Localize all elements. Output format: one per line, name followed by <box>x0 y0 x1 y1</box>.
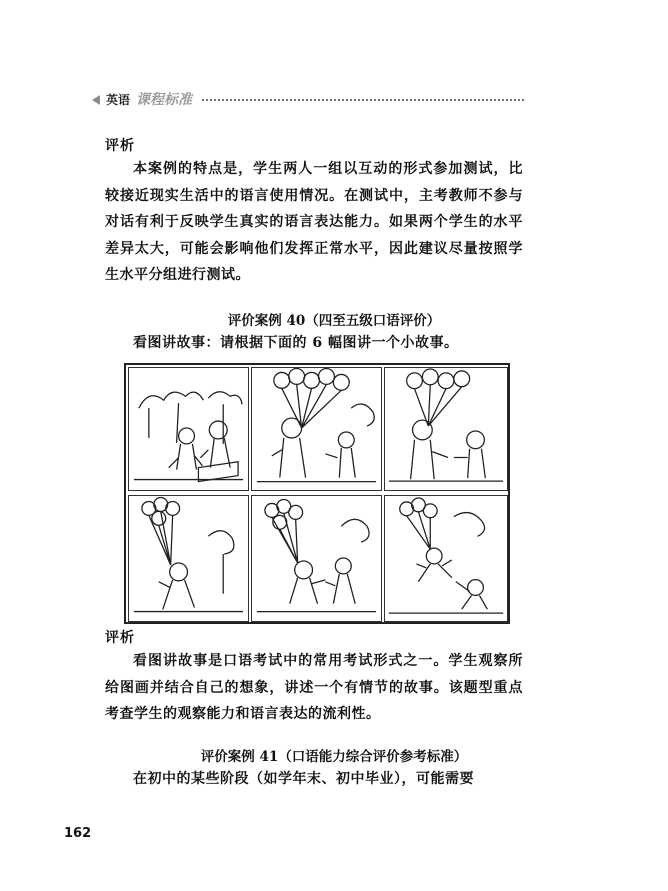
story-picture-grid <box>124 363 510 624</box>
page-number: 162 <box>64 826 92 841</box>
case-40-instruction: 看图讲故事：请根据下面的 6 幅图讲一个小故事。 <box>133 335 459 351</box>
buying-balloons-illustration <box>385 368 507 490</box>
story-panel-2 <box>251 367 382 491</box>
commentary-paragraph: 看图讲故事是口语考试中的常用考试形式之一。学生观察所给图画并结合自己的想象，讲述一个有情节的故事。该题型重点考查学生的观察能力和语言表达的流利性。 <box>105 653 523 722</box>
running-header <box>92 90 524 110</box>
story-panel-5 <box>251 495 382 622</box>
commentary-paragraph: 本案例的特点是，学生两人一组以互动的形式参加测试，比较接近现实生活中的语言使用情况。在测试中，主考教师不参与对话有利于反映学生真实的语言表达能力。如果两个学生的水平差异太大，可能会影响他们发挥正常水平，因此建议尽量按照学生水平分组进行测试。 <box>105 161 523 283</box>
boy-holds-balloons-illustration <box>129 496 248 621</box>
header-subject: 英语 <box>106 93 131 107</box>
story-panel-3 <box>384 367 508 491</box>
floating-away-illustration <box>385 496 507 621</box>
boys-at-stall-illustration <box>129 368 248 490</box>
header-series-title: 课程标准 <box>136 92 192 108</box>
balloon-seller-illustration <box>252 368 381 490</box>
section-heading: 评析 <box>105 138 135 154</box>
story-panel-6 <box>384 495 508 622</box>
case-41-paragraph: 在初中的某些阶段（如学年末、初中毕业），可能需要 <box>133 771 474 787</box>
story-panel-4 <box>128 495 249 622</box>
triangle-marker-icon <box>92 95 100 105</box>
case-41-title: 评价案例 41（口语能力综合评价参考标准） <box>200 749 468 765</box>
header-dotted-rule <box>202 99 524 101</box>
lifted-up-illustration <box>252 496 381 621</box>
story-panel-1 <box>128 367 249 491</box>
case-40-title: 评价案例 40（四至五级口语评价） <box>227 313 441 329</box>
section-heading: 评析 <box>105 630 135 646</box>
